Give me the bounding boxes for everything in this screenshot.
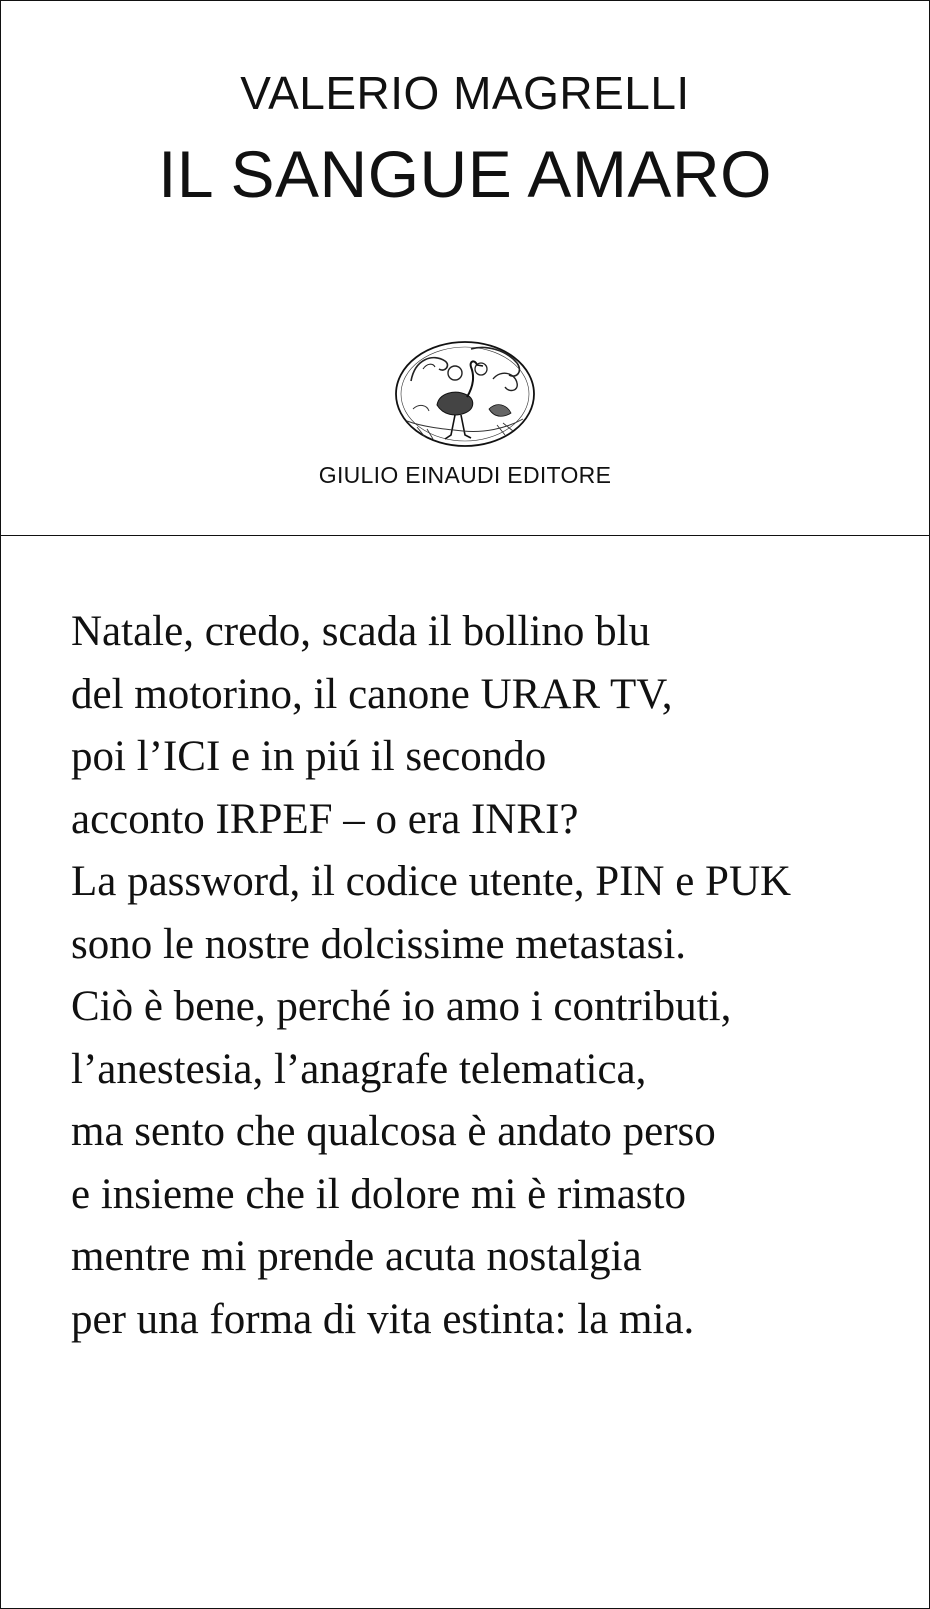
poem-line: Ciò è bene, perché io amo i contributi, [71,983,732,1030]
poem-line: ma sento che qualcosa è andato perso [71,1108,716,1155]
poem-line: poi l’ICI e in piú il secondo [71,733,547,780]
poem-line: acconto IRPEF – o era INRI? [71,795,579,843]
ostrich-emblem-icon [393,339,537,449]
author-name: VALERIO MAGRELLI [240,67,690,119]
poem-line: per una forma di vita estinta: la mia. [71,1295,695,1343]
poem-text [71,601,911,1351]
poem-line: mentre mi prende acuta nostalgia [71,1233,642,1280]
publisher-name: GIULIO EINAUDI EDITORE [318,462,612,488]
cover-header [1,1,929,536]
poem-line: l’anestesia, l’anagrafe telematica, [71,1045,647,1093]
poem-line: del motorino, il canone URAR TV, [71,670,673,718]
book-title: IL SANGUE AMARO [158,137,772,211]
poem-line: sono le nostre dolcissime metastasi. [71,920,687,968]
poem-line: La password, il codice utente, PIN e PUK [71,858,792,905]
poem-line: e insieme che il dolore mi è rimasto [71,1170,686,1218]
poem-line: Natale, credo, scada il bollino blu [71,608,651,655]
